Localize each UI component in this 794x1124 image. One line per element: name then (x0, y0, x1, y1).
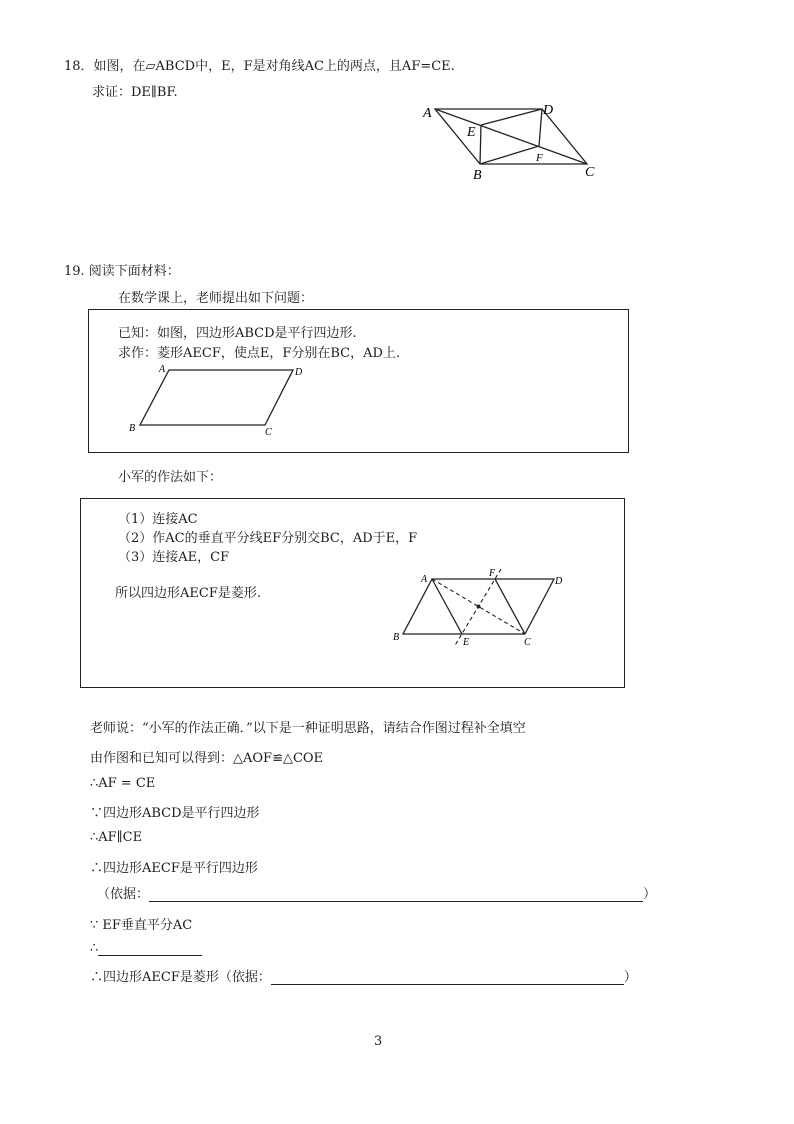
therefore-blank[interactable] (98, 941, 202, 956)
construction-label-f: F (489, 568, 496, 579)
known-from: 由作图和已知可以得到：△AOF≌△COE (90, 751, 324, 766)
construction-label-e: E (463, 637, 470, 648)
q18-label-b: B (473, 168, 482, 183)
q18-prove: 求证：DE∥BF. (92, 85, 178, 100)
therefore-symbol: ∴ (90, 941, 99, 956)
proof-line-1: ∴AF = CE (90, 776, 156, 791)
construction-figure (392, 565, 577, 651)
q18-label-f: F (536, 152, 543, 164)
q19-teacher-question-intro: 在数学课上，老师提出如下问题： (118, 291, 314, 306)
problem-label-d: D (295, 367, 303, 378)
proof-line-4: ∴四边形AECF是平行四边形 (90, 861, 258, 876)
step-3: （3）连接AE，CF (118, 550, 230, 565)
construction-label-b: B (393, 632, 400, 643)
final-blank[interactable] (271, 970, 624, 985)
construction-label-c: C (524, 637, 531, 648)
q18-label-c: C (585, 165, 595, 180)
basis-1-prefix: （依据： (97, 887, 150, 902)
q18-parallelogram-figure (415, 95, 605, 185)
construction-segment-cf (495, 579, 525, 634)
q19-intro: 19. 阅读下面材料： (64, 264, 180, 279)
step-1: （1）连接AC (118, 512, 198, 527)
final-row (90, 966, 637, 985)
basis-1-suffix: ） (643, 887, 657, 902)
final-prefix: ∴四边形AECF是菱形（依据： (90, 970, 271, 985)
q18-label-d: D (543, 103, 554, 118)
step-2: （2）作AC的垂直平分线EF分别交BC，AD于E，F (118, 531, 418, 546)
proof-line-2: ∵四边形ABCD是平行四边形 (90, 806, 260, 821)
problem-label-c: C (265, 427, 272, 438)
problem-parallelogram-outline (140, 370, 293, 425)
therefore-row (90, 941, 202, 956)
problem-construct: 求作：菱形AECF，使点E，F分别在BC，AD上. (118, 346, 401, 361)
teacher-comment: 老师说：“小军的作法正确．”以下是一种证明思路，请结合作图过程补全填空 (90, 721, 526, 736)
q18-segment-de (481, 109, 542, 125)
construction-conclusion: 所以四边形AECF是菱形. (115, 586, 261, 601)
problem-label-a: A (159, 364, 166, 375)
proof-line-3: ∴AF∥CE (90, 830, 143, 845)
construction-label-d: D (555, 576, 563, 587)
q18-segment-be (480, 125, 481, 164)
q18-segment-df (539, 109, 542, 146)
q18-segment-bf (480, 146, 539, 164)
construction-midpoint-o (477, 605, 481, 609)
basis-1-row (97, 883, 656, 902)
problem-known: 已知：如图，四边形ABCD是平行四边形. (118, 326, 357, 341)
page-number: 3 (374, 1034, 383, 1049)
basis-1-blank[interactable] (149, 887, 643, 902)
final-suffix: ） (623, 970, 637, 985)
xiaojun-intro: 小军的作法如下： (118, 470, 223, 485)
q18-label-e: E (467, 125, 476, 140)
problem-parallelogram-figure (125, 362, 310, 440)
because-line: ∵ EF垂直平分AC (90, 918, 193, 933)
problem-label-b: B (129, 423, 136, 434)
construction-label-a: A (421, 574, 428, 585)
q18-statement: 18．如图，在▱ABCD中，E，F是对角线AC上的两点，且AF=CE. (64, 59, 455, 74)
q18-label-a: A (423, 106, 432, 121)
